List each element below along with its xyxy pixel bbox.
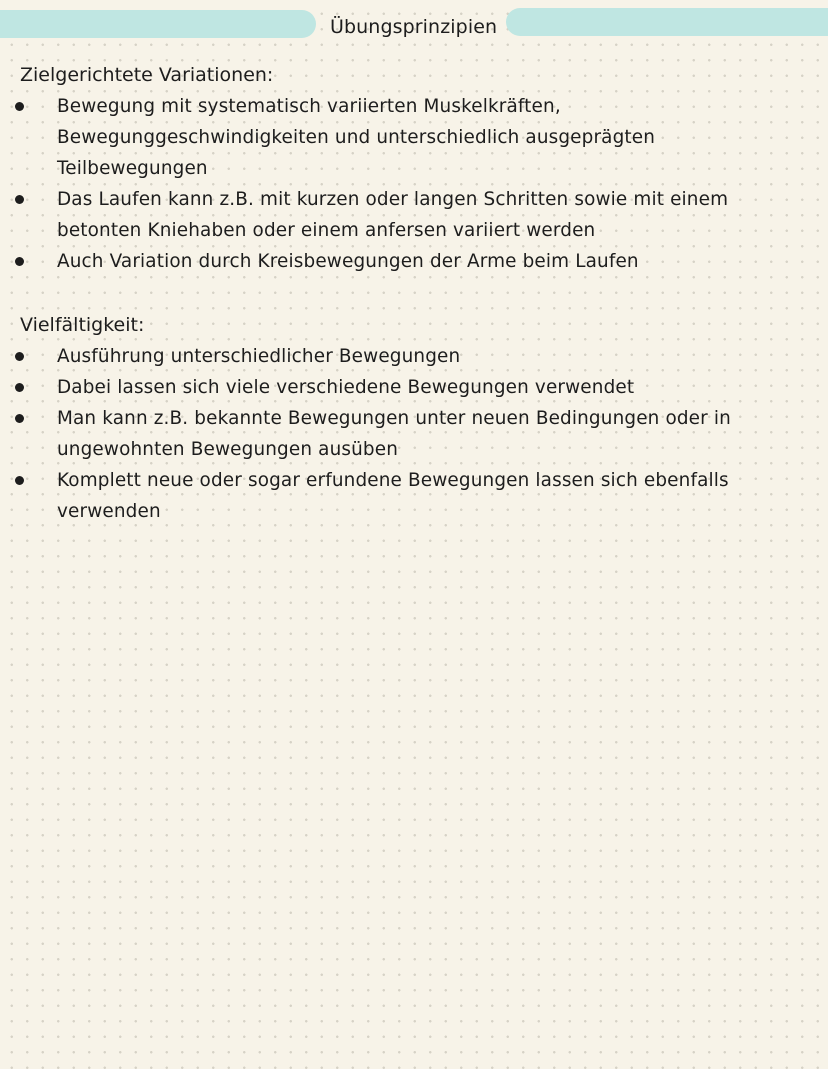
list-item-text: Dabei lassen sich viele verschiedene Bewegungen verwendet	[57, 377, 635, 398]
bullet-icon	[15, 352, 24, 361]
list-item	[20, 465, 810, 527]
list-item-text: Auch Variation durch Kreisbewegungen der Arme beim Laufen	[57, 251, 639, 272]
bullet-icon	[15, 476, 24, 485]
bullet-icon	[15, 414, 24, 423]
list-item	[20, 91, 810, 184]
list-item	[20, 372, 810, 403]
bullet-icon	[15, 383, 24, 392]
bullet-icon	[15, 102, 24, 111]
list-item	[20, 403, 810, 465]
list-item-text: Ausführung unterschiedlicher Bewegungen	[57, 346, 461, 367]
list-item-text: Bewegung mit systematisch variierten Muskelkräften, Bewegunggeschwindigkeiten und unterschiedlich ausgeprägten Teilbewegungen	[57, 96, 656, 179]
list-item-text: Komplett neue oder sogar erfundene Bewegungen lassen sich ebenfalls verwenden	[57, 470, 729, 522]
section-heading: Zielgerichtete Variationen:	[20, 64, 274, 86]
bullet-list	[20, 341, 810, 527]
list-item-text: Man kann z.B. bekannte Bewegungen unter neuen Bedingungen oder in ungewohnten Bewegungen ausüben	[57, 408, 731, 460]
title-highlight-left	[0, 10, 316, 38]
title-highlight-right	[506, 8, 828, 36]
bullet-list	[20, 91, 810, 277]
list-item	[20, 184, 810, 246]
list-item	[20, 246, 810, 277]
section-vielfaeltigkeit	[20, 310, 810, 527]
section-zielgerichtete-variationen	[20, 60, 810, 277]
bullet-icon	[15, 257, 24, 266]
page-title: Übungsprinzipien	[330, 16, 498, 38]
section-heading: Vielfältigkeit:	[20, 314, 145, 336]
list-item-text: Das Laufen kann z.B. mit kurzen oder langen Schritten sowie mit einem betonten Kniehaben oder einem anfersen variiert werden	[57, 189, 729, 241]
bullet-icon	[15, 195, 24, 204]
list-item	[20, 341, 810, 372]
